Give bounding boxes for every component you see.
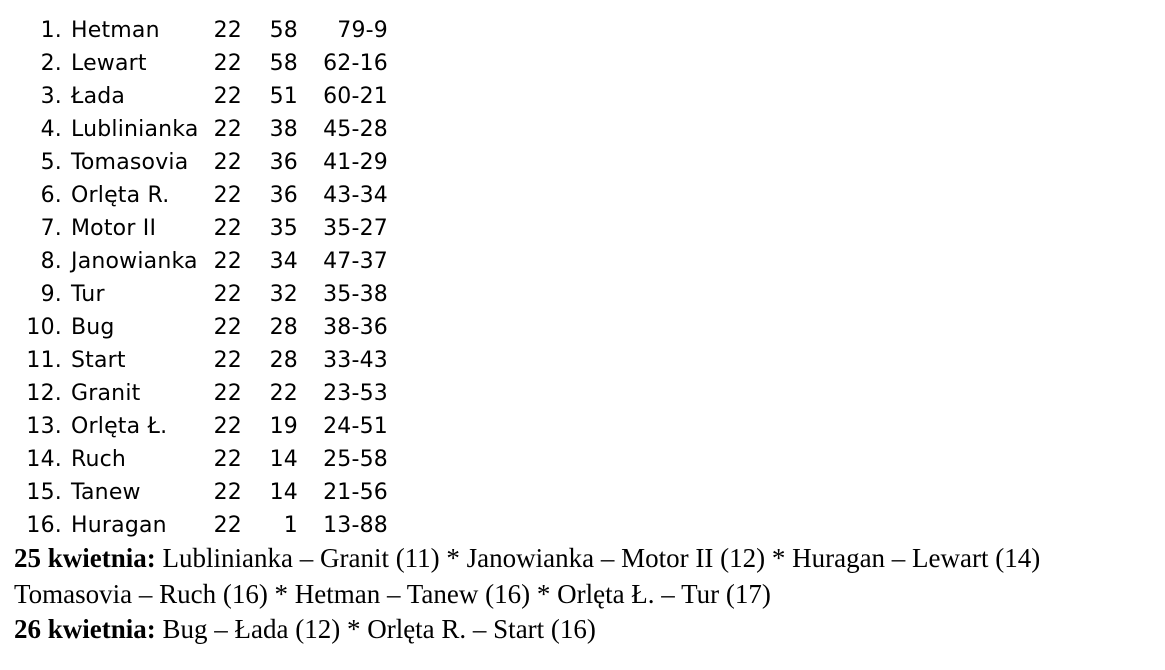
points-cell: 36: [269, 183, 298, 208]
goals-cell: 60-21: [323, 84, 388, 109]
table-row: [20, 113, 400, 146]
position-cell: 15.: [26, 480, 62, 505]
points-cell: 58: [269, 51, 298, 76]
table-row: [20, 476, 400, 509]
table-row: [20, 410, 400, 443]
fixtures-day2-line1: [14, 612, 1040, 648]
team-cell: Lewart: [71, 51, 147, 76]
table-row: [20, 245, 400, 278]
played-cell: 22: [213, 51, 242, 76]
position-cell: 7.: [40, 216, 62, 241]
points-cell: 38: [269, 117, 298, 142]
points-cell: 34: [269, 249, 298, 274]
goals-cell: 38-36: [323, 315, 388, 340]
goals-cell: 24-51: [323, 414, 388, 439]
fixtures-section: [14, 541, 1040, 648]
points-cell: 28: [269, 348, 298, 373]
position-cell: 11.: [26, 348, 62, 373]
table-row: [20, 80, 400, 113]
played-cell: 22: [213, 249, 242, 274]
team-cell: Motor II: [71, 216, 157, 241]
position-cell: 1.: [40, 18, 62, 43]
position-cell: 16.: [26, 513, 62, 538]
goals-cell: 33-43: [323, 348, 388, 373]
team-cell: Tomasovia: [71, 150, 189, 175]
team-cell: Start: [71, 348, 126, 373]
position-cell: 3.: [40, 84, 62, 109]
goals-cell: 41-29: [323, 150, 388, 175]
played-cell: 22: [213, 315, 242, 340]
position-cell: 8.: [40, 249, 62, 274]
team-cell: Tur: [71, 282, 105, 307]
table-row: [20, 344, 400, 377]
goals-cell: 43-34: [323, 183, 388, 208]
table-row: [20, 47, 400, 80]
played-cell: 22: [213, 414, 242, 439]
table-row: [20, 278, 400, 311]
table-row: [20, 14, 400, 47]
team-cell: Orlęta R.: [71, 183, 170, 208]
points-cell: 58: [269, 18, 298, 43]
position-cell: 9.: [40, 282, 62, 307]
goals-cell: 23-53: [323, 381, 388, 406]
team-cell: Hetman: [71, 18, 160, 43]
table-row: [20, 179, 400, 212]
position-cell: 14.: [26, 447, 62, 472]
fixtures-day2-matches: Bug – Łada (12) * Orlęta R. – Start (16): [155, 614, 596, 644]
played-cell: 22: [213, 18, 242, 43]
team-cell: Lublinianka: [71, 117, 199, 142]
team-cell: Łada: [71, 84, 126, 109]
played-cell: 22: [213, 513, 242, 538]
team-cell: Ruch: [71, 447, 127, 472]
points-cell: 19: [269, 414, 298, 439]
goals-cell: 21-56: [323, 480, 388, 505]
team-cell: Janowianka: [71, 249, 198, 274]
goals-cell: 45-28: [323, 117, 388, 142]
points-cell: 14: [269, 447, 298, 472]
table-row: [20, 443, 400, 476]
points-cell: 1: [283, 513, 298, 538]
played-cell: 22: [213, 480, 242, 505]
standings-table: [20, 14, 400, 542]
fixtures-day1-line1: [14, 541, 1040, 577]
points-cell: 36: [269, 150, 298, 175]
points-cell: 32: [269, 282, 298, 307]
goals-cell: 25-58: [323, 447, 388, 472]
team-cell: Tanew: [71, 480, 141, 505]
goals-cell: 79-9: [337, 18, 388, 43]
position-cell: 4.: [40, 117, 62, 142]
points-cell: 28: [269, 315, 298, 340]
goals-cell: 35-38: [323, 282, 388, 307]
fixtures-day1-line2: Tomasovia – Ruch (16) * Hetman – Tanew (16) * Orlęta Ł. – Tur (17): [14, 578, 771, 609]
played-cell: 22: [213, 282, 242, 307]
points-cell: 51: [269, 84, 298, 109]
points-cell: 35: [269, 216, 298, 241]
played-cell: 22: [213, 117, 242, 142]
team-cell: Bug: [71, 315, 115, 340]
played-cell: 22: [213, 348, 242, 373]
played-cell: 22: [213, 183, 242, 208]
position-cell: 13.: [26, 414, 62, 439]
played-cell: 22: [213, 216, 242, 241]
table-row: [20, 212, 400, 245]
points-cell: 22: [269, 381, 298, 406]
goals-cell: 13-88: [323, 513, 388, 538]
table-row: [20, 311, 400, 344]
table-row: [20, 146, 400, 179]
position-cell: 5.: [40, 150, 62, 175]
team-cell: Orlęta Ł.: [71, 414, 168, 439]
team-cell: Granit: [71, 381, 141, 406]
position-cell: 2.: [40, 51, 62, 76]
position-cell: 10.: [26, 315, 62, 340]
team-cell: Huragan: [71, 513, 167, 538]
position-cell: 6.: [40, 183, 62, 208]
points-cell: 14: [269, 480, 298, 505]
table-row: [20, 377, 400, 410]
goals-cell: 47-37: [323, 249, 388, 274]
position-cell: 12.: [26, 381, 62, 406]
played-cell: 22: [213, 381, 242, 406]
played-cell: 22: [213, 150, 242, 175]
fixtures-day1-matches: Lublinianka – Granit (11) * Janowianka – Motor II (12) * Huragan – Lewart (14): [155, 543, 1041, 573]
fixtures-day2-label: 26 kwietnia:: [14, 614, 156, 644]
goals-cell: 62-16: [323, 51, 388, 76]
played-cell: 22: [213, 84, 242, 109]
goals-cell: 35-27: [323, 216, 388, 241]
played-cell: 22: [213, 447, 242, 472]
table-row: [20, 509, 400, 542]
fixtures-day1-label: 25 kwietnia:: [14, 543, 156, 573]
